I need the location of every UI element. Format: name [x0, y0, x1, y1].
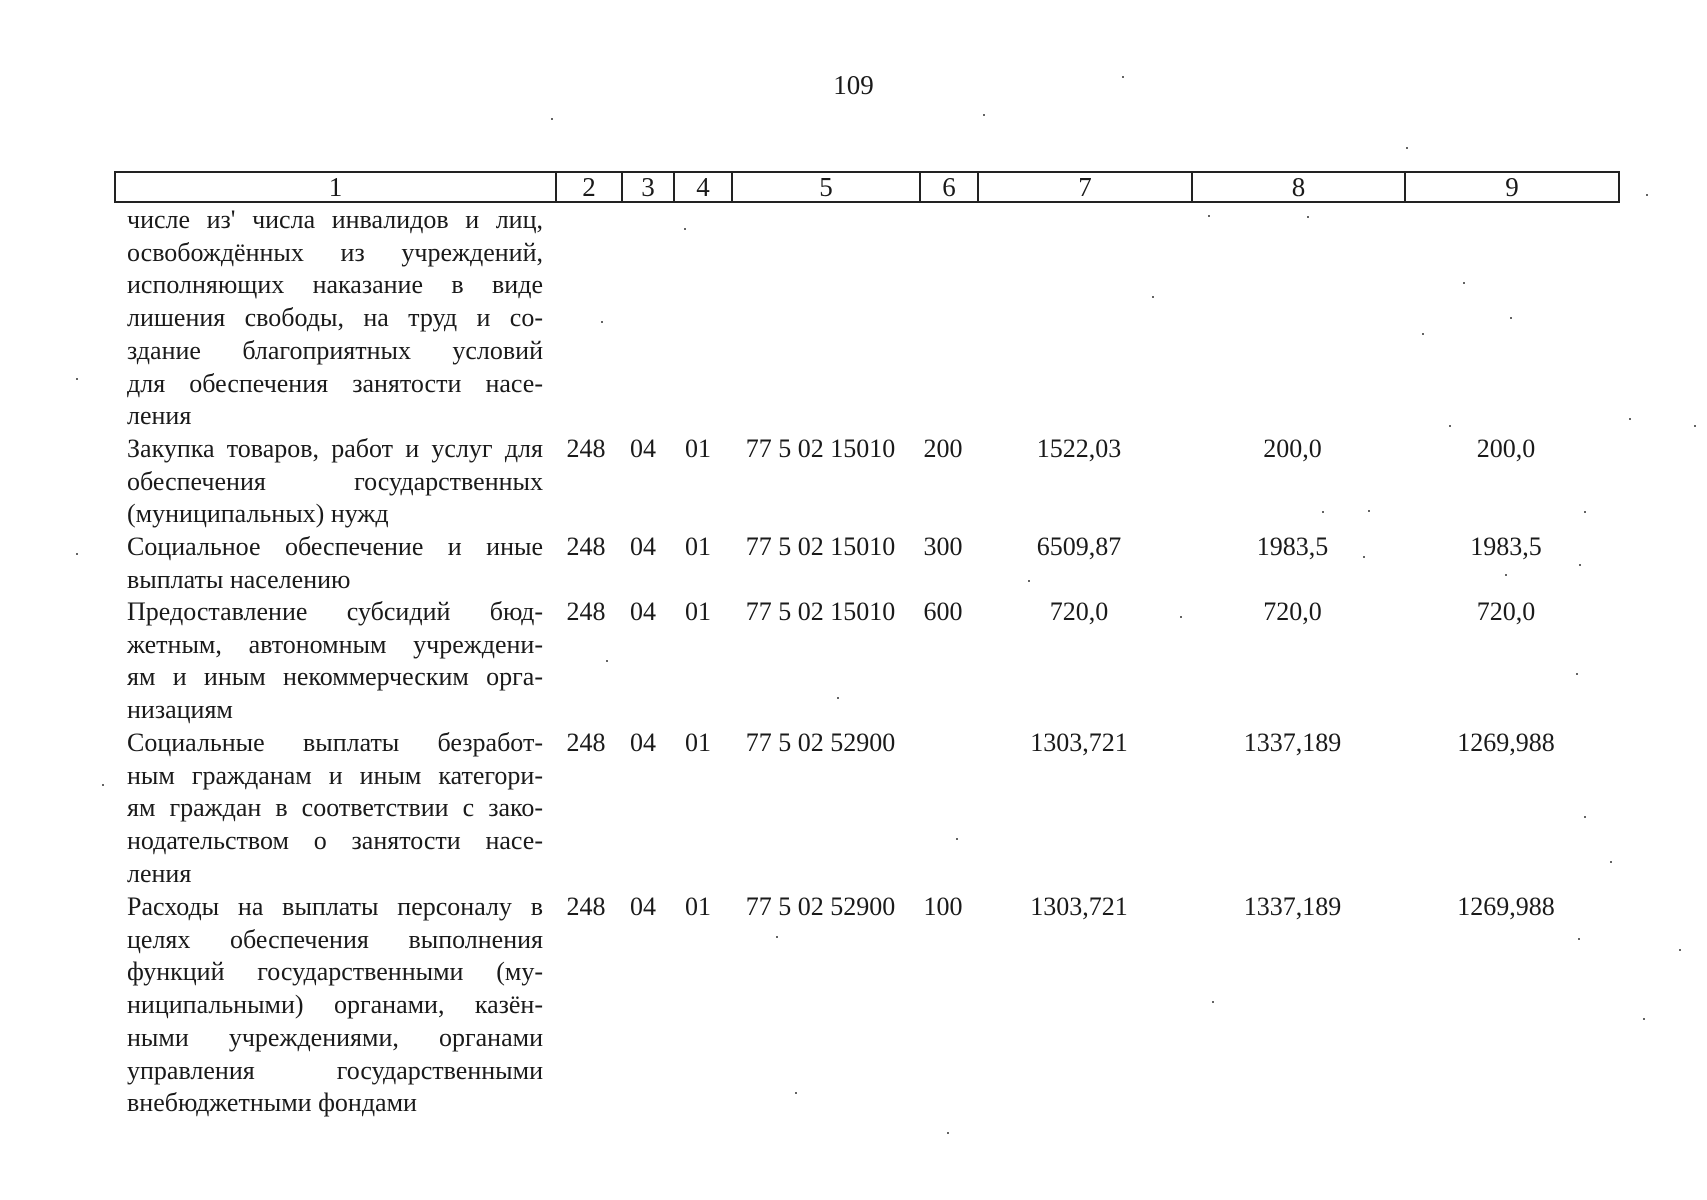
cell-amount-col8: 720,0: [1263, 597, 1322, 626]
description-line: Социальное обеспечение и иные: [127, 532, 543, 561]
description-line: Расходы на выплаты персоналу в: [127, 892, 543, 921]
scan-speck: [1028, 580, 1030, 582]
scan-speck: [1679, 949, 1681, 951]
cell-subsection: 01: [685, 597, 711, 626]
scan-speck: [1463, 282, 1465, 284]
column-header-1: 1: [115, 172, 556, 202]
column-header-3: 3: [622, 172, 674, 202]
description-line: низациям: [127, 695, 233, 725]
cell-amount-col9: 200,0: [1476, 434, 1536, 463]
cell-amount-col9: 1983,5: [1470, 532, 1542, 561]
column-header-table: [114, 171, 1620, 203]
scan-speck: [1368, 510, 1370, 512]
scan-speck: [1307, 216, 1309, 218]
description-line: ям граждан в соответствии с зако-: [127, 793, 543, 823]
cell-amount-col7: 720,0: [1049, 597, 1109, 626]
scan-speck: [601, 321, 603, 323]
cell-amount-col8: 200,0: [1263, 434, 1322, 463]
description-line: жетным, автономным учреждени-: [127, 629, 543, 659]
scan-speck: [1322, 511, 1324, 513]
scan-speck: [1576, 673, 1578, 675]
scan-speck: [1406, 147, 1408, 149]
cell-section: 04: [630, 532, 656, 561]
scan-speck: [1363, 556, 1365, 558]
scan-speck: [1208, 215, 1210, 217]
description-line: ления: [127, 858, 192, 888]
scan-speck: [1122, 76, 1124, 78]
description-line: для обеспечения занятости насе-: [127, 368, 543, 398]
column-header-9: 9: [1405, 172, 1619, 202]
column-header-7: 7: [978, 172, 1192, 202]
cell-section: 04: [630, 434, 656, 463]
description-line: числе из' числа инвалидов и лиц,: [127, 205, 543, 234]
description-line: управления государственными: [127, 1055, 543, 1085]
description-line: целях обеспечения выполнения: [127, 924, 543, 954]
row-description: [127, 433, 543, 531]
scan-speck: [837, 697, 839, 699]
description-line: исполняющих наказание в виде: [127, 270, 543, 300]
scan-speck: [1578, 938, 1580, 940]
description-line: внебюджетными фондами: [127, 1088, 417, 1118]
cell-expense-type: 300: [923, 532, 963, 561]
cell-subsection: 01: [685, 728, 711, 757]
scan-speck: [1646, 194, 1648, 196]
cell-ministry-code: 248: [566, 597, 606, 626]
column-header-8: 8: [1192, 172, 1405, 202]
description-line: ными учреждениями, органами: [127, 1022, 543, 1052]
column-header-6: 6: [920, 172, 978, 202]
cell-section: 04: [630, 892, 656, 921]
cell-amount-col7: 1303,721: [1030, 892, 1128, 921]
cell-target-item: 77 5 02 52900: [745, 728, 896, 757]
scan-speck: [956, 838, 958, 840]
scan-speck: [1152, 296, 1154, 298]
scan-speck: [795, 1092, 797, 1094]
scan-speck: [1212, 1001, 1214, 1003]
scan-speck: [1584, 511, 1586, 513]
row-description: [127, 727, 543, 891]
scan-speck: [947, 1132, 949, 1134]
description-line: Социальные выплаты безработ-: [127, 728, 543, 757]
scan-speck: [1694, 425, 1696, 427]
cell-section: 04: [630, 597, 656, 626]
cell-target-item: 77 5 02 15010: [745, 434, 896, 463]
cell-target-item: 77 5 02 15010: [745, 597, 896, 626]
description-line: выплаты населению: [127, 564, 351, 594]
description-line: Предоставление субсидий бюд-: [127, 597, 543, 626]
page-number: 109: [833, 70, 874, 100]
column-header-5: 5: [732, 172, 920, 202]
scan-speck: [776, 936, 778, 938]
scan-speck: [1584, 816, 1586, 818]
description-line: здание благоприятных условий: [127, 335, 543, 365]
cell-expense-type: 100: [923, 892, 963, 921]
scan-speck: [102, 784, 104, 786]
cell-amount-col9: 1269,988: [1457, 728, 1555, 757]
cell-amount-col7: 1303,721: [1030, 728, 1128, 757]
scan-speck: [684, 228, 686, 230]
column-header-4: 4: [674, 172, 732, 202]
cell-amount-col8: 1337,189: [1243, 892, 1342, 921]
cell-amount-col8: 1337,189: [1243, 728, 1342, 757]
cell-amount-col7: 1522,03: [1036, 434, 1122, 463]
cell-amount-col7: 6509,87: [1036, 532, 1122, 561]
scan-speck: [1180, 616, 1182, 618]
cell-amount-col8: 1983,5: [1256, 532, 1329, 561]
cell-ministry-code: 248: [566, 892, 606, 921]
cell-target-item: 77 5 02 52900: [745, 892, 896, 921]
scan-speck: [1505, 574, 1507, 576]
cell-subsection: 01: [685, 434, 711, 463]
cell-subsection: 01: [685, 892, 711, 921]
scan-speck: [1449, 425, 1451, 427]
cell-amount-col9: 720,0: [1476, 597, 1536, 626]
description-line: лишения свободы, на труд и со-: [127, 303, 543, 333]
description-line: обеспечения государственных: [127, 466, 543, 496]
scan-speck: [1629, 418, 1631, 420]
scan-speck: [983, 114, 985, 116]
scan-speck: [551, 118, 553, 120]
description-line: ным гражданам и иным категори-: [127, 760, 543, 790]
scan-speck: [76, 553, 78, 555]
row-description: [127, 891, 543, 1120]
description-line: ления: [127, 401, 192, 431]
description-line: ниципальными) органами, казён-: [127, 990, 543, 1020]
scan-speck: [1643, 1018, 1645, 1020]
cell-section: 04: [630, 728, 656, 757]
scan-speck: [606, 660, 608, 662]
scan-speck: [76, 378, 78, 380]
scan-speck: [1510, 317, 1512, 319]
row-description: [127, 204, 543, 433]
cell-target-item: 77 5 02 15010: [745, 532, 896, 561]
column-header-2: 2: [556, 172, 622, 202]
row-description: [127, 596, 543, 727]
scan-speck: [1422, 333, 1424, 335]
cell-ministry-code: 248: [566, 434, 606, 463]
cell-subsection: 01: [685, 532, 711, 561]
cell-amount-col9: 1269,988: [1457, 892, 1555, 921]
description-line: функций государственными (му-: [127, 957, 543, 987]
cell-ministry-code: 248: [566, 728, 606, 757]
description-line: освобождённых из учреждений,: [127, 237, 543, 267]
description-line: ям и иным некоммерческим орга-: [127, 662, 543, 692]
cell-ministry-code: 248: [566, 532, 606, 561]
cell-expense-type: 600: [923, 597, 963, 626]
scan-speck: [1579, 564, 1581, 566]
row-description: [127, 531, 543, 596]
description-line: Закупка товаров, работ и услуг для: [127, 434, 543, 463]
cell-expense-type: 200: [923, 434, 963, 463]
scan-speck: [1610, 861, 1612, 863]
description-line: (муниципальных) нужд: [127, 499, 389, 529]
description-line: нодательством о занятости насе-: [127, 826, 543, 856]
